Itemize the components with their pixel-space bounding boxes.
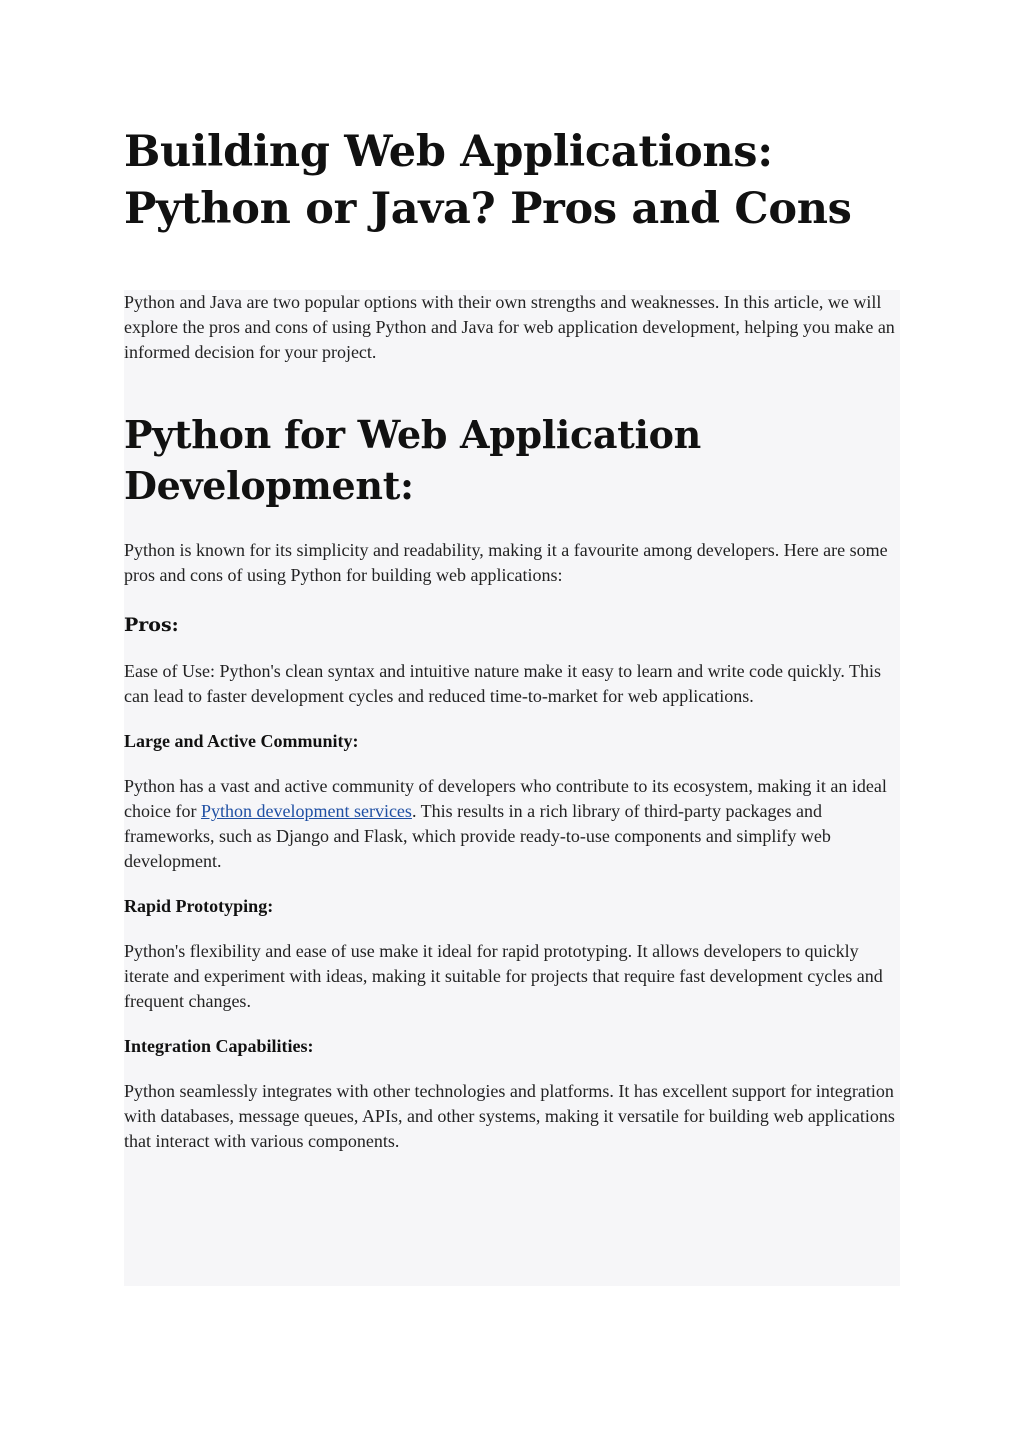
ease-of-use-paragraph: Ease of Use: Python's clean syntax and intuitive nature make it easy to learn and write code quickly. This can lead to faster development cycles and reduced time-to-market for web applications. bbox=[124, 661, 882, 706]
rapid-prototyping-paragraph: Python's flexibility and ease of use make it ideal for rapid prototyping. It allows developers to quickly iterate and experiment with ideas, making it suitable for projects that require fast development cycles and frequent changes. bbox=[124, 941, 883, 1011]
page-title: Building Web Applications: Python or Java? Pros and Cons bbox=[124, 127, 852, 234]
community-text-before-link: Python has a vast and active community of developers who contribute to its ecosystem, making it an ideal choice for bbox=[124, 776, 887, 821]
community-paragraph bbox=[124, 774, 900, 874]
community-heading: Large and Active Community: bbox=[124, 731, 359, 751]
pros-heading: Pros: bbox=[124, 614, 179, 636]
rapid-prototyping-heading: Rapid Prototyping: bbox=[124, 896, 274, 916]
python-development-services-link[interactable]: Python development services bbox=[200, 801, 412, 821]
python-section-heading: Python for Web Application Development: bbox=[124, 412, 701, 508]
content-panel bbox=[124, 290, 900, 1286]
integration-paragraph: Python seamlessly integrates with other technologies and platforms. It has excellent support for integration with databases, message queues, APIs, and other systems, making it versatile for building web applications that interact with various components. bbox=[124, 1081, 895, 1151]
intro-paragraph: Python and Java are two popular options with their own strengths and weaknesses. In this article, we will explore the pros and cons of using Python and Java for web application development, helping you make an informed decision for your project. bbox=[124, 292, 895, 362]
article-body bbox=[124, 290, 900, 1154]
integration-heading: Integration Capabilities: bbox=[124, 1036, 314, 1056]
community-text-after-link: . This results in a rich library of third-party packages and frameworks, such as Django and Flask, which provide ready-to-use components and simplify web development. bbox=[124, 801, 831, 871]
python-intro-paragraph: Python is known for its simplicity and readability, making it a favourite among developers. Here are some pros and cons of using Python for building web applications: bbox=[124, 540, 888, 585]
